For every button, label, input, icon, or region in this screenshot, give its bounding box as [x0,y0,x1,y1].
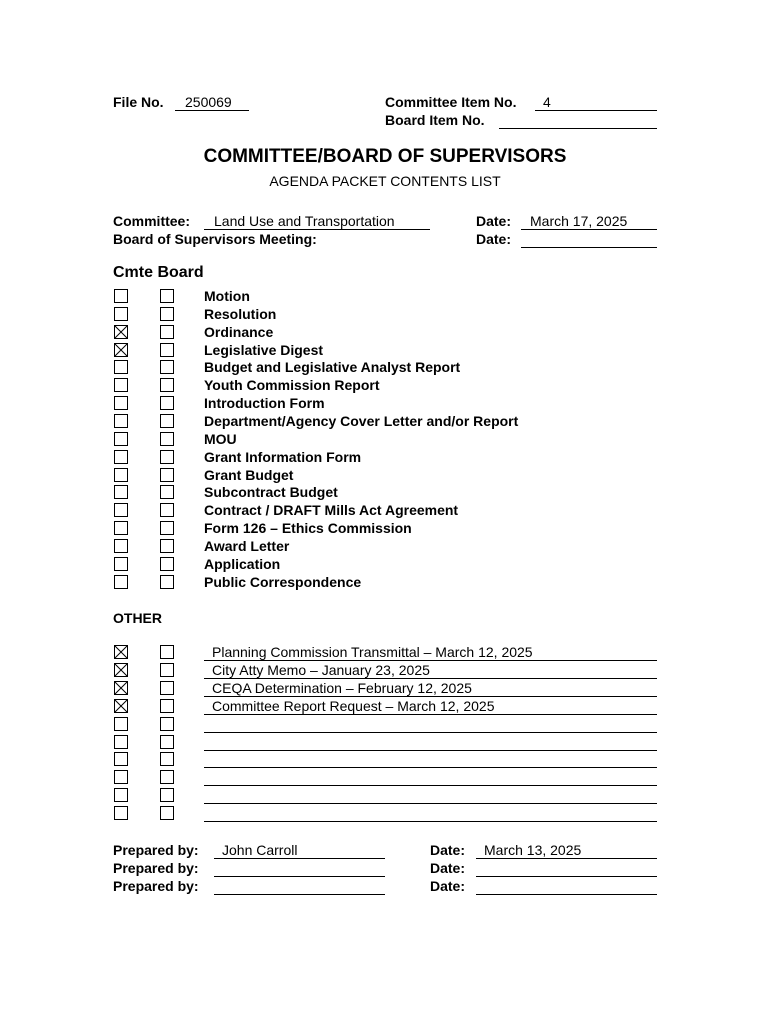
board-checkbox[interactable] [160,414,174,428]
checklist-item-label: Grant Budget [204,466,294,483]
cmte-checkbox[interactable] [114,343,128,357]
checklist-item-label: Motion [204,288,250,304]
other-board-checkbox[interactable] [160,806,174,820]
other-cmte-checkbox[interactable] [114,788,128,802]
committee-date-value: March 17, 2025 [530,213,628,229]
cmte-checkbox[interactable] [114,396,128,410]
checklist-item-label: Grant Information Form [204,448,362,465]
cmte-checkbox[interactable] [114,378,128,392]
cmte-checkbox[interactable] [114,414,128,428]
other-item-line [204,696,657,697]
board-checkbox[interactable] [160,557,174,571]
other-item-line [204,678,657,679]
board-checkbox[interactable] [160,343,174,357]
other-board-checkbox[interactable] [160,735,174,749]
prepared-by-underline [214,858,385,859]
other-cmte-checkbox[interactable] [114,699,128,713]
other-cmte-checkbox[interactable] [114,663,128,677]
board-checkbox[interactable] [160,575,174,589]
committee-item-label: Committee Item No. [385,94,517,110]
board-item-label: Board Item No. [385,112,485,128]
other-board-checkbox[interactable] [160,788,174,802]
prepared-date-label: Date: [430,878,466,894]
checklist-item-label: Contract / DRAFT Mills Act Agreement [204,502,459,519]
cmte-checkbox[interactable] [114,289,128,303]
checklist-item-label: Introduction Form [204,395,325,412]
file-no-label: File No. [113,94,164,110]
committee-item-value: 4 [543,94,551,110]
cmte-checkbox[interactable] [114,325,128,339]
cmte-checkbox[interactable] [114,307,128,321]
checklist-item-label: Budget and Legislative Analyst Report [204,359,461,376]
checklist-heading: Cmte Board [113,264,204,281]
cmte-checkbox[interactable] [114,521,128,535]
cmte-checkbox[interactable] [114,485,128,499]
other-cmte-checkbox[interactable] [114,681,128,695]
committee-item-underline [535,110,657,111]
board-checkbox[interactable] [160,378,174,392]
checklist-item-label: Award Letter [204,537,290,554]
other-cmte-checkbox[interactable] [114,806,128,820]
prepared-date-label: Date: [430,860,466,876]
other-board-checkbox[interactable] [160,770,174,784]
other-item-label: CEQA Determination – February 12, 2025 [212,679,472,696]
cmte-checkbox[interactable] [114,557,128,571]
committee-date-label: Date: [476,213,512,229]
prepared-by-underline [214,876,385,877]
other-board-checkbox[interactable] [160,699,174,713]
checklist-item-label: Ordinance [204,323,274,340]
cmte-checkbox[interactable] [114,432,128,446]
board-item-underline [499,128,657,129]
other-item-line [204,803,657,804]
prepared-date-underline [476,858,657,859]
board-checkbox[interactable] [160,468,174,482]
committee-underline [204,229,430,230]
other-board-checkbox[interactable] [160,645,174,659]
other-cmte-checkbox[interactable] [114,735,128,749]
board-checkbox[interactable] [160,521,174,535]
file-no-underline [175,110,249,111]
other-item-line [204,660,657,661]
prepared-date-value: March 13, 2025 [484,842,582,858]
file-no-value: 250069 [185,94,232,110]
checklist-item-label: Form 126 – Ethics Commission [204,520,412,537]
committee-value: Land Use and Transportation [214,213,395,229]
other-board-checkbox[interactable] [160,717,174,731]
checklist-item-label: Resolution [204,305,277,322]
checklist-item-label: Public Correspondence [204,573,362,590]
board-checkbox[interactable] [160,289,174,303]
checklist-item-label: Youth Commission Report [204,377,380,394]
other-cmte-checkbox[interactable] [114,645,128,659]
checklist-item-label: Subcontract Budget [204,484,338,501]
board-meeting-label: Board of Supervisors Meeting: [113,231,317,247]
prepared-by-underline [214,894,385,895]
other-board-checkbox[interactable] [160,681,174,695]
cmte-checkbox[interactable] [114,575,128,589]
other-heading: OTHER [113,610,162,626]
board-date-label: Date: [476,231,512,247]
board-checkbox[interactable] [160,360,174,374]
board-checkbox[interactable] [160,539,174,553]
other-item-label: Committee Report Request – March 12, 2025 [212,697,495,714]
board-checkbox[interactable] [160,396,174,410]
checklist-item-label: Legislative Digest [204,341,324,358]
committee-date-underline [521,229,657,230]
prepared-by-label: Prepared by: [113,860,199,876]
other-cmte-checkbox[interactable] [114,752,128,766]
cmte-checkbox[interactable] [114,450,128,464]
other-board-checkbox[interactable] [160,752,174,766]
other-item-line [204,785,657,786]
other-item-line [204,732,657,733]
other-cmte-checkbox[interactable] [114,717,128,731]
other-item-line [204,750,657,751]
cmte-checkbox[interactable] [114,360,128,374]
page-title: COMMITTEE/BOARD OF SUPERVISORS [203,146,567,167]
board-checkbox[interactable] [160,503,174,517]
prepared-date-underline [476,894,657,895]
cmte-checkbox[interactable] [114,468,128,482]
cmte-checkbox[interactable] [114,539,128,553]
prepared-date-label: Date: [430,842,466,858]
other-item-line [204,767,657,768]
board-checkbox[interactable] [160,485,174,499]
other-cmte-checkbox[interactable] [114,770,128,784]
prepared-by-name: John Carroll [222,842,298,858]
committee-label: Committee: [113,213,191,229]
cmte-checkbox[interactable] [114,503,128,517]
checklist-item-label: Application [204,555,281,572]
checklist-item-label: MOU [204,430,237,447]
other-item-line [204,714,657,715]
other-item-label: City Atty Memo – January 23, 2025 [212,661,430,678]
board-date-underline [521,247,657,248]
board-checkbox[interactable] [160,450,174,464]
prepared-by-label: Prepared by: [113,878,199,894]
other-board-checkbox[interactable] [160,663,174,677]
page-subtitle: AGENDA PACKET CONTENTS LIST [269,173,501,189]
prepared-date-underline [476,876,657,877]
board-checkbox[interactable] [160,325,174,339]
other-item-line [204,821,657,822]
checklist-item-label: Department/Agency Cover Letter and/or Report [204,412,519,429]
other-item-label: Planning Commission Transmittal – March 12, 2025 [212,644,533,660]
board-checkbox[interactable] [160,307,174,321]
board-checkbox[interactable] [160,432,174,446]
prepared-by-label: Prepared by: [113,842,199,858]
